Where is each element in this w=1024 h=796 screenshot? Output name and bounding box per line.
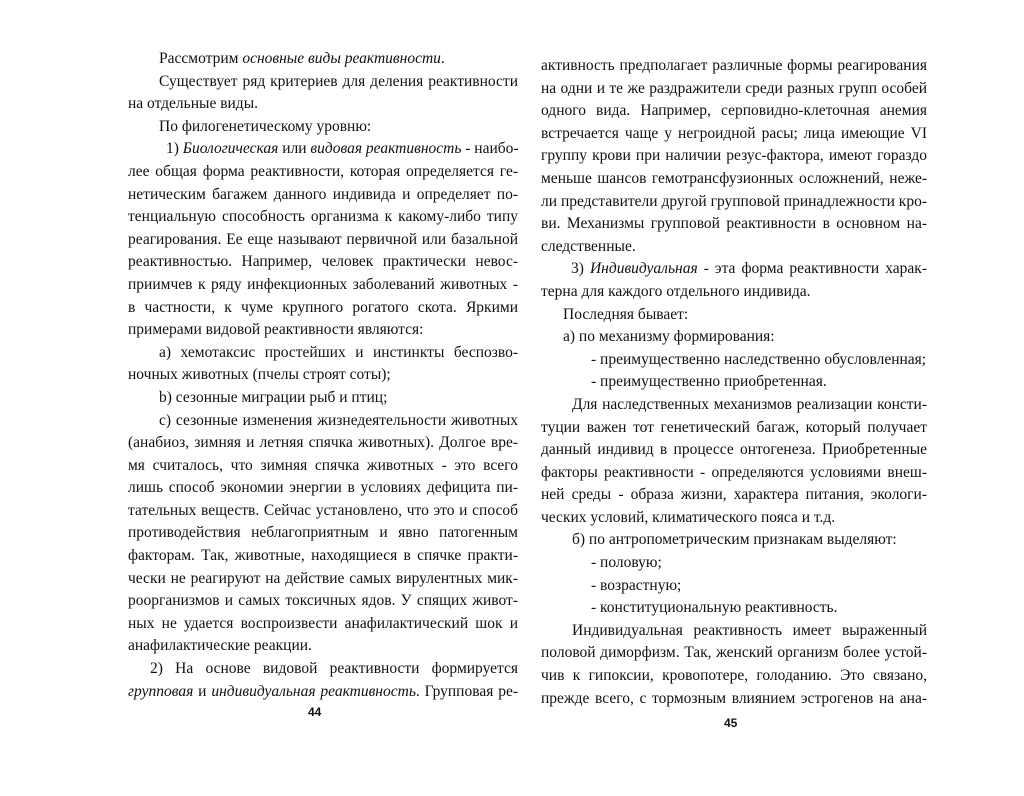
text-line: лишь способ экономии энергии в условиях дефицита пи- [128,479,518,497]
text-line: приимчев к ряду инфекционных заболеваний животных - [128,275,518,293]
text-line: ческих условий, климатического пояса и т.д. [541,508,836,526]
text-line: данный индивид в процессе онтогенеза. Приобретенные [541,441,927,459]
text-line: роорганизмов и самых токсичных ядов. У спящих живот- [128,592,518,610]
text-line: в частности, к чуме крупного рогатого скота. Яркими [128,298,518,316]
text-line: б) по антропометрическим признакам выделяют: [572,531,897,549]
text-line: реактивностью. Например, человек практически невос- [128,253,518,271]
text-line: а) по механизму формирования: [563,328,775,346]
text-line: мя считалось, что зимняя спячка животных - это всего [128,456,518,474]
text-line: Последняя бывает: [563,305,689,323]
text-line: лее общая форма реактивности, которая определяется ге- [128,162,518,180]
text-line: - преимущественно наследственно обусловленная; [591,350,927,368]
text-line: активность предполагает различные формы реагирования [541,57,927,74]
text-line: c) сезонные изменения жизнедеятельности животных [159,411,518,429]
text-line: чив к гипоксии, кровопотере, голоданию. Это связано, [541,667,927,685]
text-line: ных не удается воспроизвести анафилактический шок и [128,614,518,632]
text-line: - конституциональную реактивность. [591,599,838,617]
text-line: тенциальную способность организма к какому-либо типу [128,208,518,226]
text-line: противодействия неблагоприятным и явно патогенным [128,524,518,542]
text-line: анафилактические реакции. [128,637,312,655]
text-line: Существует ряд критериев для деления реактивности [159,72,518,90]
text-line: туции важен тот генетический багаж, который получает [541,418,927,436]
text-line: - половую; [591,554,662,572]
page-number-left: 44 [308,705,322,719]
text-line: меньше шансов гемотрансфузионных осложнений, неже- [541,169,927,187]
text-line: По филогенетическому уровню: [159,117,372,135]
text-line: на отдельные виды. [128,95,258,113]
page-number-right: 45 [724,716,738,730]
text-line: Для наследственных механизмов реализации консти- [572,395,927,413]
text-line: ней среды - образа жизни, характера питания, экологи- [541,486,927,504]
text-line: терна для каждого отдельного индивида. [541,282,811,300]
text-line: факторы реактивности - определяются условиями внеш- [541,463,927,481]
text-line: чески не реагируют на действие самых вирулентных мик- [128,569,518,587]
text-line: 1) Биологическая или видовая реактивность - наибо- [166,140,519,158]
text-line: ви. Механизмы групповой реактивности в основном на- [541,215,927,233]
right-page [541,55,927,710]
text-line: прежде всего, с тормозным влиянием эстрогенов на ана- [541,689,927,707]
text-line: Рассмотрим основные виды реактивности. [159,50,445,67]
text-line: примерами видовой реактивности являются: [128,321,424,339]
left-page [128,48,518,703]
text-line: тательных веществ. Сейчас установлено, что это и способ [128,501,518,519]
text-line: реагирования. Ее еще называют первичной или базальной [128,230,518,248]
text-line: группу крови при наличии резус-фактора, имеют гораздо [541,147,927,165]
text-line: встречается чаще у негроидной расы; лица имеющие VI [541,124,927,142]
text-line: 3) Индивидуальная - эта форма реактивности харак- [571,260,927,278]
text-line: - возрастную; [591,576,682,594]
text-line: a) хемотаксис простейших и инстинкты беспозво- [159,343,518,361]
text-line: нетическим багажем данного индивида и определяет по- [128,185,518,203]
text-line: - преимущественно приобретенная. [591,373,827,391]
text-line: половой диморфизм. Так, женский организм более устой- [541,644,927,662]
text-line: групповая и индивидуальная реактивность. Групповая ре- [128,682,518,700]
text-line: следственные. [541,237,636,255]
text-line: b) сезонные миграции рыб и птиц; [159,388,388,406]
text-line: ночных животных (пчелы строят соты); [128,366,391,384]
text-line: одного вида. Например, серповидно-клеточная анемия [541,102,927,120]
text-line: на одни и те же раздражители среди разных групп особей [541,79,927,97]
text-line: ли представители другой групповой принадлежности кро- [541,192,927,210]
text-line: (анабиоз, зимняя и летняя спячка животных). Долгое вре- [128,434,518,452]
text-line: 2) На основе видовой реактивности формируется [150,660,518,678]
text-line: Индивидуальная реактивность имеет выраженный [572,621,927,639]
text-line: факторам. Так, животные, находящиеся в спячке практи- [128,547,518,565]
